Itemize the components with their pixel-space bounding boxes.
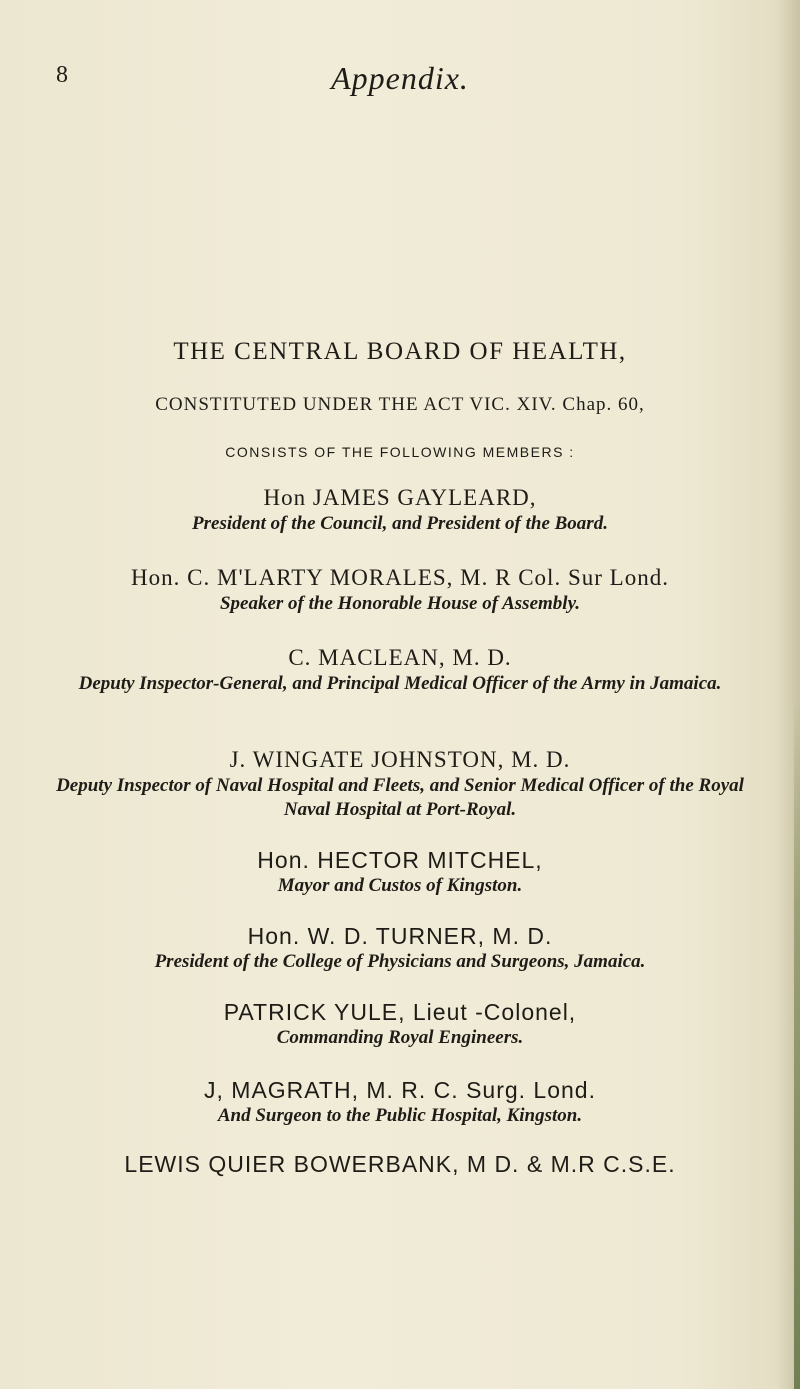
member-description: Mayor and Custos of Kingston.: [277, 875, 523, 896]
member-description: President of the College of Physicians and Surgeons, Jamaica.: [154, 951, 646, 972]
member-entry: [40, 644, 760, 696]
member-entry: [40, 1076, 760, 1128]
member-entry: [40, 564, 760, 616]
member-entry: [40, 746, 760, 822]
member-name: J, MAGRATH, M. R. C. Surg. Lond.: [204, 1077, 596, 1103]
member-entry: [40, 846, 760, 898]
member-description: President of the Council, and President of the Board.: [192, 513, 608, 534]
member-name: C. MACLEAN, M. D.: [288, 645, 512, 670]
member-name: Hon. HECTOR MITCHEL,: [257, 847, 543, 873]
member-entry: [40, 998, 760, 1050]
constituted-line: CONSTITUTED UNDER THE ACT VIC. XIV. Chap. 60,: [155, 394, 645, 415]
member-entry: [40, 1150, 760, 1178]
running-head: Appendix.: [331, 60, 469, 96]
member-description: Speaker of the Honorable House of Assembly.: [219, 593, 581, 614]
member-description: And Surgeon to the Public Hospital, Kingston.: [217, 1105, 583, 1126]
member-entry: [40, 922, 760, 974]
member-name: J. WINGATE JOHNSTON, M. D.: [229, 747, 571, 772]
member-entry: [40, 484, 760, 536]
member-description: Deputy Inspector of Naval Hospital and Fleets, and Senior Medical Officer of the Royal Naval Hospital at Port-Royal.: [56, 775, 744, 820]
member-name: PATRICK YULE, Lieut -Colonel,: [223, 999, 577, 1025]
member-description: Deputy Inspector-General, and Principal Medical Officer of the Army in Jamaica.: [78, 673, 722, 694]
member-name: Hon JAMES GAYLEARD,: [263, 485, 537, 510]
member-name: Hon. C. M'LARTY MORALES, M. R Col. Sur Lond.: [131, 565, 669, 590]
member-name: LEWIS QUIER BOWERBANK, M D. & M.R C.S.E.: [124, 1151, 676, 1177]
page-number: 8: [56, 62, 68, 88]
member-description: Commanding Royal Engineers.: [276, 1027, 524, 1048]
page-edge-shadow: [794, 700, 800, 1389]
board-title: THE CENTRAL BOARD OF HEALTH,: [173, 338, 627, 365]
consists-line: CONSISTS OF THE FOLLOWING MEMBERS :: [225, 444, 575, 460]
member-name: Hon. W. D. TURNER, M. D.: [247, 923, 553, 949]
